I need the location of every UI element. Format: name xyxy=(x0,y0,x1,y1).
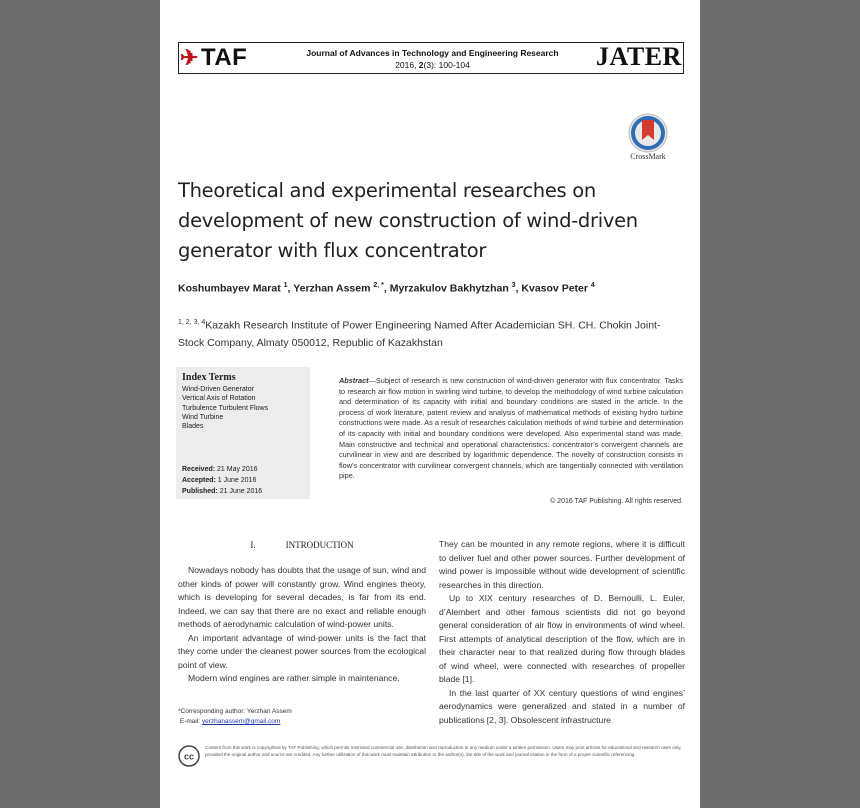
index-term: Blades xyxy=(182,423,204,431)
section-number: I. xyxy=(250,540,256,550)
author-sup: 2, * xyxy=(373,282,384,289)
affiliation-text: Kazakh Research Institute of Power Engineering Named After Academician SH. CH. Chokin Joint-Stock Company, Almaty 050012, Republic of Kazakhstan xyxy=(178,319,661,349)
abstract-copyright: © 2016 TAF Publishing. All rights reserved. xyxy=(550,498,683,505)
taf-logo xyxy=(180,44,247,72)
body-paragraph: Nowadays nobody has doubts that the usage of sun, wind and other kinds of power will constantly grow. Wind engines theory, which is developing for several decades, is far from its end. Indeed, we can say that there are no exact and reliable enough methods of aerodynamic calculation of wind-power units. xyxy=(178,565,426,629)
creative-commons-icon xyxy=(178,745,200,767)
author-name: Koshumbayev Marat xyxy=(178,282,281,295)
accepted-value: 1 June 2016 xyxy=(217,477,257,484)
svg-text:cc: cc xyxy=(183,751,195,762)
accepted-date xyxy=(182,475,262,486)
index-terms-list xyxy=(182,385,268,431)
accepted-label: Accepted: xyxy=(182,477,216,484)
index-term: Wind Turbine xyxy=(182,413,224,421)
index-terms-title: Index Terms xyxy=(182,372,236,383)
body-paragraph: An important advantage of wind-power units is the fact that they come under the cleanest power sources from the ecological point of view. xyxy=(178,632,426,670)
body-column-right xyxy=(439,538,685,727)
author-sup: 4 xyxy=(590,282,595,289)
body-paragraph: In the last quarter of XX century questions of wind engines’ aerodynamics were generalized and stated in a number of publications [2, 3]. Obsolescent infrastructure xyxy=(439,687,685,725)
taf-logo-text: TAF xyxy=(200,44,248,71)
received-label: Received: xyxy=(182,466,216,473)
taf-logo-mark-icon: ✈ xyxy=(180,45,199,70)
paper-title: Theoretical and experimental researches on development of new construction of wind-driven generator with flux concentrator xyxy=(178,179,638,262)
citation-issue-pages: (3): 100-104 xyxy=(423,60,470,70)
body-paragraph: Modern wind engines are rather simple in maintenance. xyxy=(188,673,400,683)
published-date xyxy=(182,486,262,497)
published-value: 21 June 2016 xyxy=(219,488,263,495)
author-list: Koshumbayev Marat $^1$, Yerzhan Assem $^{2, *}$, Myrzakulov Bakhytzhan $^3$, Kvasov Peter $^4$ xyxy=(178,282,595,295)
email-label: E-mail: xyxy=(179,718,202,725)
body-paragraph: Up to XIX century researches of D. Bernoulli, L. Euler, d’Alembert and other famous scientists did not go beyond general consideration of air flow in environments of wind wheel. First attempts of analytical description of the flow, which are in their character near to that realized during flow through blades of wind wheel, were connected with researches of propeller blade [1]. xyxy=(439,593,685,684)
received-date xyxy=(182,464,262,475)
corresponding-author: *Corresponding author: Yerzhan Assem xyxy=(178,708,292,715)
affiliation-sup: 1, 2, 3, 4 xyxy=(178,319,206,326)
correspondence-note xyxy=(178,707,292,727)
index-term: Turbulence Turbulent Flows xyxy=(182,404,269,412)
abstract-text: —Subject of research is new construction of wind-driven generator with flux concentrator. Tasks to research air flow motion in swirling wind turbine, to develop the methodology of wind turbine calculation and determination of its capacity with initial and boundary conditions are stated in the article. In the process of work literature, patent review and analysis of mathematical methods of existing hydro turbine constructions were made. As a result of researches calculation methods of wind turbine and determination of its capacity with initial and boundary conditions were developed. Also experimental stand was made. Main constructive and technical and operational characteristics: concentrator’s convergent channels are curvilinear in view and are described by logarithmic dependence. The novelty of construction consists in flow’s concentrator with curvilinear convergent channels, which are tangentially connected with ventilation pipe. xyxy=(339,376,683,481)
affiliation xyxy=(178,314,678,352)
index-term: Vertical Axis of Rotation xyxy=(182,395,256,403)
author-sup: 1 xyxy=(283,282,288,289)
index-term: Wind-Driven Generator xyxy=(182,386,254,393)
email-link[interactable]: yerzhanassem@gmail.com xyxy=(201,718,281,725)
journal-title: Journal of Advances in Technology and Engineering Research xyxy=(306,48,559,58)
abstract-label: Abstract xyxy=(339,376,369,385)
author-name: Yerzhan Assem xyxy=(293,282,371,295)
journal-citation xyxy=(300,59,565,71)
published-label: Published: xyxy=(182,488,218,495)
citation-volume: 2 xyxy=(418,60,424,70)
section-title: INTRODUCTION xyxy=(285,540,354,550)
email-line xyxy=(178,717,292,727)
citation-year: 2016, xyxy=(395,60,419,70)
abstract xyxy=(339,376,683,482)
section-heading xyxy=(178,540,426,550)
article-dates xyxy=(182,464,262,497)
crossmark-label: CrossMark xyxy=(630,152,666,161)
journal-info xyxy=(300,47,565,71)
body-column-left xyxy=(178,564,426,686)
journal-abbrev: JATER xyxy=(596,42,682,71)
author-name: Myrzakulov Bakhytzhan xyxy=(389,282,509,295)
body-paragraph: They can be mounted in any remote regions, where it is difficult to deliver fuel and other power sources. Further development of wind power is impossible without wide development of scientific researches in this direction. xyxy=(439,539,685,590)
license-text: Content from this work is copyrighted by TAF Publishing, which permits restricted commercial use, distribution and reproduction in any medium under a written permission. Users may print articles for educational and research uses only, provided the original author and source are credited. Any further utilization of this work must maintain attribution to the author(s), the title of the work and journal citation in the form of a proper scientific referencing. xyxy=(205,745,682,757)
author-sup: 3 xyxy=(511,282,516,289)
received-value: 21 May 2016 xyxy=(217,466,258,473)
author-name: Kvasov Peter xyxy=(521,282,588,295)
